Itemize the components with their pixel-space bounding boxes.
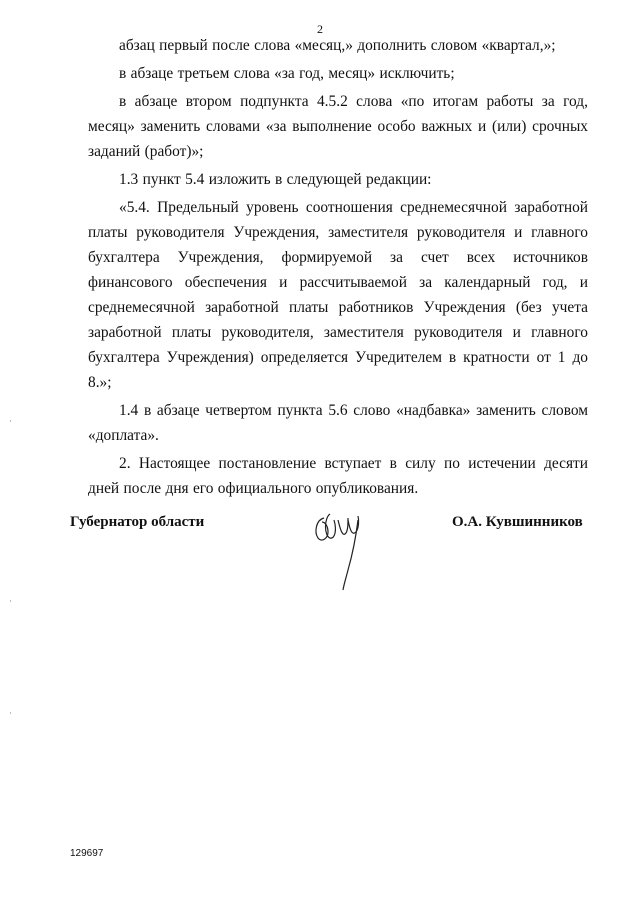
paragraph-4: 1.3 пункт 5.4 изложить в следующей редакции:: [119, 171, 432, 188]
document-code: 129697: [70, 848, 104, 859]
paragraph-6: 1.4 в абзаце четвертом пункта 5.6 слово «надбавка» заменить словом «доплата».: [88, 402, 588, 444]
paragraph-7: 2. Настоящее постановление вступает в силу по истечении десяти дней после дня его официального опубликования.: [88, 455, 588, 497]
margin-mark: [10, 600, 11, 602]
page-number: 2: [317, 22, 323, 36]
paragraph-2: в абзаце третьем слова «за год, месяц» исключить;: [119, 65, 455, 82]
margin-mark: [10, 712, 11, 714]
signatory-name: О.А. Кувшинников: [452, 514, 583, 530]
paragraph-3: в абзаце втором подпункта 4.5.2 слова «по итогам работы за год, месяц» заменить словами «за выполнение особо важных и (или) срочных заданий (работ)»;: [88, 93, 588, 160]
margin-mark: [10, 420, 11, 422]
signature-block: [0, 506, 640, 596]
paragraph-5: «5.4. Предельный уровень соотношения среднемесячной заработной платы руководителя Учреждения, заместителя руководителя и главного бухгалтера Учреждения, формируемой за счет всех источников финансового обеспечения и рассчитываемой за календарный год, и среднемесячной заработной платы работников Учреждения (без учета заработной платы руководителя, заместителя руководителя и главного бухгалтера Учреждения) определяется Учредителем в кратности от 1 до 8.»;: [88, 199, 588, 391]
paragraph-1: абзац первый после слова «месяц,» дополнить словом «квартал,»;: [119, 37, 556, 54]
document-body: [88, 30, 588, 501]
handwritten-signature: [312, 506, 372, 596]
signatory-title: Губернатор области: [70, 514, 205, 530]
